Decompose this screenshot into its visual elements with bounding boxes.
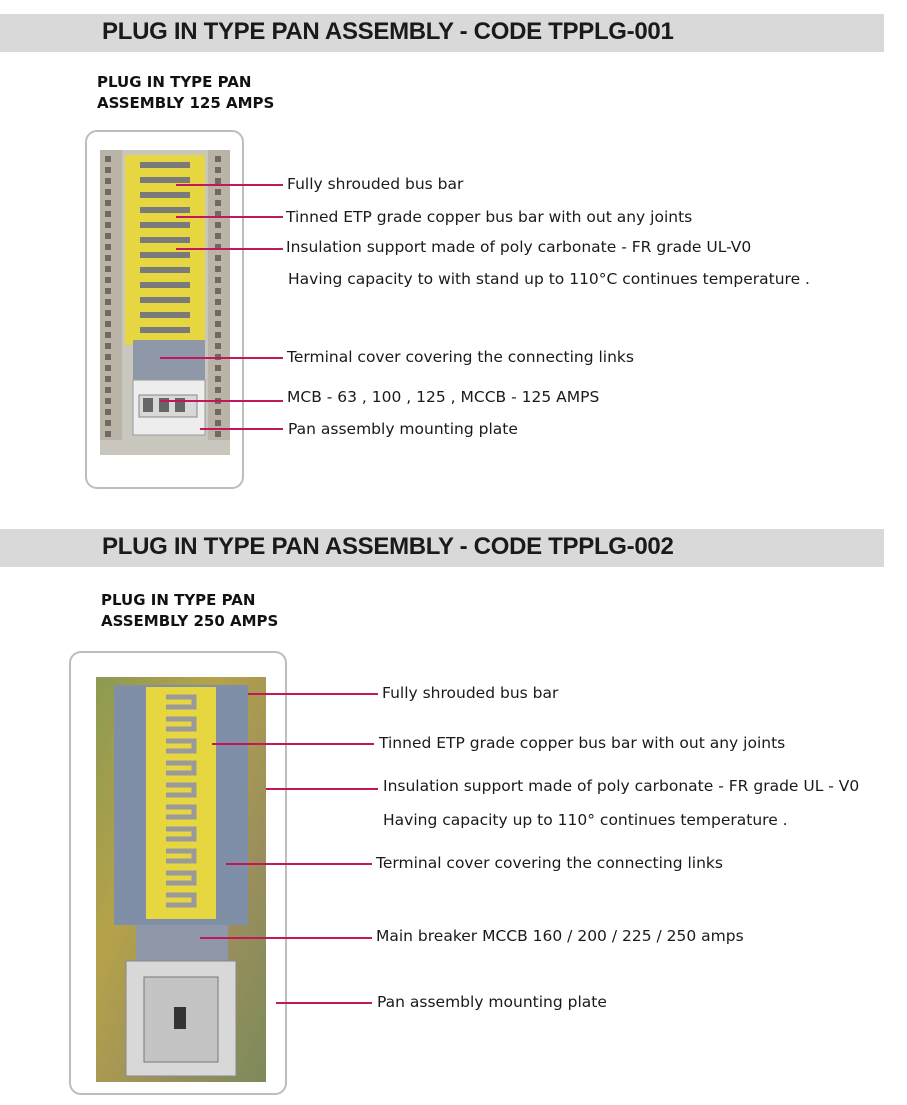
subtitle-line-2: ASSEMBLY 125 AMPS: [97, 94, 275, 112]
callout-insulation-support: Insulation support made of poly carbonate - FR grade UL - V0: [383, 777, 860, 795]
leader-line: [266, 788, 378, 790]
subtitle-line-2: ASSEMBLY 250 AMPS: [101, 612, 279, 630]
leader-line: [248, 693, 378, 695]
leader-line: [276, 1002, 372, 1004]
subtitle-line-1: PLUG IN TYPE PAN: [97, 73, 252, 91]
section-title: PLUG IN TYPE PAN ASSEMBLY - CODE TPPLG-002: [102, 533, 674, 560]
section-banner-2: [0, 529, 884, 567]
callout-fully-shrouded-bus-bar: Fully shrouded bus bar: [382, 684, 559, 702]
subtitle-line-1: PLUG IN TYPE PAN: [101, 591, 256, 609]
leader-line: [226, 863, 372, 865]
callout-mounting-plate: Pan assembly mounting plate: [377, 993, 607, 1011]
callout-fully-shrouded-bus-bar: Fully shrouded bus bar: [287, 175, 464, 193]
callout-insulation-support: Insulation support made of poly carbonate - FR grade UL-V0: [286, 238, 752, 256]
leader-line: [176, 248, 283, 250]
callout-tinned-copper-bus-bar: Tinned ETP grade copper bus bar with out any joints: [379, 734, 786, 752]
callout-terminal-cover: Terminal cover covering the connecting links: [287, 348, 634, 366]
callout-temperature-capacity: Having capacity up to 110° continues temperature .: [383, 811, 788, 829]
pan-assembly-125-photo: [95, 150, 235, 460]
leader-line: [160, 400, 283, 402]
callout-terminal-cover: Terminal cover covering the connecting links: [376, 854, 723, 872]
section-banner-1: [0, 14, 884, 52]
leader-line: [212, 743, 374, 745]
pan-assembly-250-photo: [96, 677, 266, 1082]
callout-tinned-copper-bus-bar: Tinned ETP grade copper bus bar with out any joints: [286, 208, 693, 226]
callout-temperature-capacity: Having capacity to with stand up to 110°C continues temperature .: [288, 270, 810, 288]
product-subtitle: [97, 72, 274, 114]
leader-line: [176, 216, 283, 218]
product-subtitle: [101, 590, 278, 632]
callout-main-breaker: Main breaker MCCB 160 / 200 / 225 / 250 amps: [376, 927, 744, 945]
leader-line: [176, 184, 283, 186]
callout-breaker-ratings: MCB - 63 , 100 , 125 , MCCB - 125 AMPS: [287, 388, 600, 406]
leader-line: [200, 428, 283, 430]
section-title: PLUG IN TYPE PAN ASSEMBLY - CODE TPPLG-001: [102, 18, 674, 45]
callout-mounting-plate: Pan assembly mounting plate: [288, 420, 518, 438]
leader-line: [200, 937, 372, 939]
leader-line: [160, 357, 283, 359]
